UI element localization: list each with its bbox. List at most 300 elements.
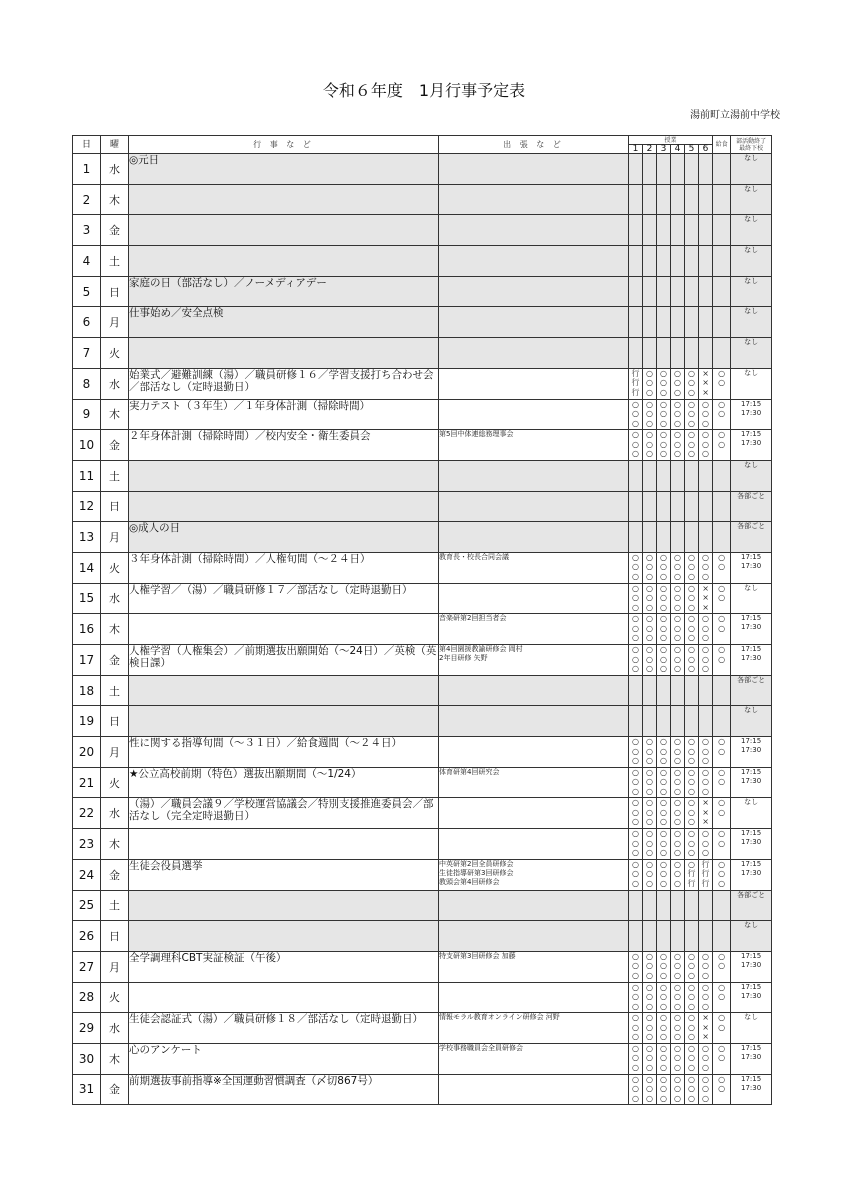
club-time: なし xyxy=(744,154,759,162)
mark-symbol: ○ xyxy=(702,1001,710,1011)
trip-line: 生徒指導研第3回研修会 xyxy=(439,868,514,877)
period-6-cell xyxy=(699,675,713,706)
day-number: 2 xyxy=(73,184,101,215)
period-1-cell xyxy=(629,276,643,307)
period-2-cell xyxy=(643,706,657,737)
period-3-cell xyxy=(657,338,671,369)
header-period: 3 xyxy=(657,145,671,154)
club-time: 17:30 xyxy=(740,1083,762,1092)
mark-symbol: ○ xyxy=(718,1022,726,1032)
club-end-cell xyxy=(731,552,772,583)
period-4-cell xyxy=(671,276,685,307)
day-of-week: 土 xyxy=(101,246,129,277)
mark-symbol: ○ xyxy=(718,737,726,747)
club-time: 17:30 xyxy=(740,1052,762,1061)
mark-symbol: ○ xyxy=(674,368,681,378)
mark-symbol: ○ xyxy=(660,654,667,664)
header-dow: 曜 xyxy=(101,136,129,154)
mark-symbol: ○ xyxy=(688,961,695,971)
mark-symbol: ○ xyxy=(632,1013,639,1023)
club-time: 17:15 xyxy=(740,430,762,439)
trip-cell xyxy=(439,154,629,185)
mark-symbol: ○ xyxy=(660,992,667,1002)
mark-symbol: ○ xyxy=(632,602,639,612)
period-5-cell xyxy=(685,798,699,829)
period-2-cell-marks xyxy=(643,829,656,858)
mark-symbol: ○ xyxy=(702,951,710,961)
mark-symbol: ○ xyxy=(660,1053,667,1063)
mark-symbol: ○ xyxy=(674,602,681,612)
period-2-cell-marks xyxy=(643,1044,656,1073)
mark-symbol: ○ xyxy=(702,633,710,643)
period-2-cell xyxy=(643,215,657,246)
mark-symbol: ○ xyxy=(632,571,639,581)
mark-symbol: ○ xyxy=(702,786,710,796)
period-4-cell xyxy=(671,859,685,890)
mark-symbol: ○ xyxy=(702,430,710,440)
mark-symbol: ○ xyxy=(688,1022,695,1032)
mark-symbol: ○ xyxy=(660,378,667,388)
mark-symbol: ○ xyxy=(646,378,653,388)
club-time: 17:15 xyxy=(740,951,762,960)
event-cell: 実力テスト（３年生）／１年身体計測（掃除時間） xyxy=(129,399,439,430)
period-6-cell-marks xyxy=(699,737,712,766)
period-4-cell xyxy=(671,921,685,952)
period-4-cell xyxy=(671,767,685,798)
meal-cell-marks xyxy=(713,860,730,889)
period-5-cell-marks xyxy=(685,983,698,1012)
period-6-cell-marks xyxy=(699,1013,712,1042)
period-3-cell-marks xyxy=(657,645,670,674)
mark-symbol: ○ xyxy=(660,961,667,971)
period-4-cell xyxy=(671,675,685,706)
period-2-cell xyxy=(643,460,657,491)
mark-symbol: ○ xyxy=(702,746,710,756)
meal-cell xyxy=(713,552,731,583)
period-6-cell-marks xyxy=(699,952,712,981)
meal-cell-marks xyxy=(713,737,730,756)
mark-symbol: ○ xyxy=(674,756,681,766)
trip-line: 教頭会第4回研修会 xyxy=(439,877,500,886)
day-of-week: 火 xyxy=(101,982,129,1013)
period-6-cell-marks xyxy=(699,584,712,613)
mark-symbol: ○ xyxy=(688,1062,695,1072)
period-3-cell xyxy=(657,706,671,737)
mark-symbol: ○ xyxy=(660,409,667,418)
mark-symbol: ○ xyxy=(660,982,667,992)
mark-symbol: ○ xyxy=(632,869,639,879)
mark-symbol: ○ xyxy=(688,982,695,992)
day-number: 10 xyxy=(73,430,101,461)
mark-symbol: ○ xyxy=(688,602,695,612)
club-end-cell xyxy=(731,430,772,461)
period-6-cell-marks xyxy=(699,430,712,459)
mark-symbol: ○ xyxy=(688,970,695,980)
period-1-cell xyxy=(629,1043,643,1074)
mark-symbol: ○ xyxy=(718,399,726,409)
mark-symbol: ○ xyxy=(632,654,639,664)
mark-symbol: ○ xyxy=(702,848,710,858)
mark-symbol: ○ xyxy=(660,859,667,869)
mark-symbol: ○ xyxy=(702,552,710,562)
period-1-cell xyxy=(629,859,643,890)
day-of-week: 月 xyxy=(101,737,129,768)
trip-cell xyxy=(439,399,629,430)
event-cell xyxy=(129,215,439,246)
period-6-cell-marks xyxy=(699,645,712,674)
meal-cell-marks xyxy=(713,553,730,572)
period-1-cell-marks xyxy=(629,369,642,398)
mark-symbol: ○ xyxy=(660,1032,667,1042)
mark-symbol: ○ xyxy=(646,746,653,756)
schedule-row xyxy=(73,737,772,768)
period-1-cell xyxy=(629,706,643,737)
schedule-row xyxy=(73,460,772,491)
meal-cell-marks xyxy=(713,645,730,664)
period-2-cell-marks xyxy=(643,1013,656,1042)
day-number: 16 xyxy=(73,614,101,645)
period-3-cell xyxy=(657,184,671,215)
schedule-row xyxy=(73,583,772,614)
period-3-cell-marks xyxy=(657,400,670,429)
mark-symbol: ○ xyxy=(702,1074,710,1084)
trip-cell xyxy=(439,552,629,583)
day-of-week: 水 xyxy=(101,583,129,614)
mark-symbol: ○ xyxy=(718,654,726,664)
period-1-cell xyxy=(629,215,643,246)
club-end-cell xyxy=(731,246,772,277)
mark-symbol: ○ xyxy=(702,399,710,409)
schedule-row xyxy=(73,859,772,890)
period-2-cell xyxy=(643,399,657,430)
mark-symbol: ○ xyxy=(674,571,681,581)
day-of-week: 月 xyxy=(101,522,129,553)
club-end-cell xyxy=(731,767,772,798)
period-4-cell-marks xyxy=(671,983,684,1012)
mark-symbol: ○ xyxy=(674,664,681,673)
club-time: 各部ごと xyxy=(737,522,766,531)
mark-symbol: ○ xyxy=(688,387,695,397)
period-2-cell-marks xyxy=(643,768,656,797)
mark-symbol: ○ xyxy=(660,583,667,593)
mark-symbol: ○ xyxy=(702,1084,710,1094)
trip-cell xyxy=(439,460,629,491)
meal-cell xyxy=(713,614,731,645)
mark-symbol: ○ xyxy=(632,1043,639,1053)
meal-cell xyxy=(713,522,731,553)
period-6-cell xyxy=(699,215,713,246)
period-4-cell-marks xyxy=(671,1013,684,1042)
period-6-cell xyxy=(699,614,713,645)
period-5-cell xyxy=(685,154,699,185)
mark-symbol: ○ xyxy=(632,786,639,796)
period-1-cell xyxy=(629,737,643,768)
mark-symbol: ○ xyxy=(674,1053,681,1063)
mark-symbol: ○ xyxy=(688,1001,695,1011)
day-number: 23 xyxy=(73,829,101,860)
mark-symbol: ○ xyxy=(674,951,681,961)
period-2-cell xyxy=(643,1043,657,1074)
club-time: 17:30 xyxy=(740,408,762,417)
period-5-cell xyxy=(685,491,699,522)
period-1-cell-marks xyxy=(629,553,642,582)
mark-symbol: ○ xyxy=(702,614,710,624)
mark-symbol: ○ xyxy=(674,1043,681,1053)
period-1-cell xyxy=(629,890,643,921)
club-time: 17:30 xyxy=(740,561,762,570)
period-3-cell-marks xyxy=(657,430,670,459)
period-5-cell xyxy=(685,276,699,307)
day-number: 18 xyxy=(73,675,101,706)
period-1-cell xyxy=(629,368,643,399)
mark-symbol: ○ xyxy=(632,859,639,869)
mark-symbol: ○ xyxy=(702,961,710,971)
club-end-cell xyxy=(731,460,772,491)
mark-symbol: ○ xyxy=(632,798,639,808)
trip-line: 第4回園援教諭研修会 岡村 xyxy=(439,645,523,653)
mark-symbol: ○ xyxy=(688,777,695,787)
mark-symbol: ○ xyxy=(632,1084,639,1094)
period-6-cell-marks xyxy=(699,614,712,643)
period-5-cell xyxy=(685,921,699,952)
day-number: 1 xyxy=(73,154,101,185)
club-time: 17:30 xyxy=(740,623,762,632)
day-of-week: 木 xyxy=(101,184,129,215)
period-3-cell xyxy=(657,246,671,277)
period-6-cell xyxy=(699,951,713,982)
period-6-cell-marks xyxy=(699,400,712,429)
event-cell xyxy=(129,921,439,952)
mark-symbol: ○ xyxy=(702,982,710,992)
day-of-week: 木 xyxy=(101,399,129,430)
mark-symbol: ○ xyxy=(646,368,653,378)
period-4-cell xyxy=(671,982,685,1013)
mark-symbol: ○ xyxy=(660,1043,667,1053)
period-6-cell xyxy=(699,583,713,614)
period-6-cell xyxy=(699,246,713,277)
day-number: 12 xyxy=(73,491,101,522)
mark-symbol: × xyxy=(702,807,709,817)
period-4-cell-marks xyxy=(671,369,684,398)
club-time: 17:30 xyxy=(740,746,762,755)
mark-symbol: ○ xyxy=(702,623,710,633)
mark-symbol: ○ xyxy=(688,562,695,572)
mark-symbol: ○ xyxy=(674,654,681,664)
event-cell xyxy=(129,675,439,706)
period-2-cell xyxy=(643,645,657,676)
period-4-cell-marks xyxy=(671,952,684,981)
mark-symbol: ○ xyxy=(632,982,639,992)
trip-cell xyxy=(439,737,629,768)
period-6-cell-marks xyxy=(699,798,712,827)
mark-symbol: ○ xyxy=(660,399,667,409)
club-time: 各部ごと xyxy=(737,890,766,899)
mark-symbol: ○ xyxy=(718,951,726,961)
period-5-cell xyxy=(685,338,699,369)
mark-symbol: ○ xyxy=(632,418,639,428)
mark-symbol: ○ xyxy=(660,767,667,777)
mark-symbol: ○ xyxy=(718,767,726,777)
mark-symbol: ○ xyxy=(646,399,653,409)
period-2-cell-marks xyxy=(643,369,656,398)
schedule-row xyxy=(73,1074,772,1105)
period-2-cell xyxy=(643,583,657,614)
club-time: 17:15 xyxy=(740,982,762,991)
trip-line: 2年目研修 矢野 xyxy=(439,654,488,662)
meal-cell xyxy=(713,1013,731,1044)
period-2-cell xyxy=(643,184,657,215)
period-4-cell-marks xyxy=(671,553,684,582)
period-5-cell xyxy=(685,1013,699,1044)
mark-symbol: ○ xyxy=(674,399,681,409)
mark-symbol: ○ xyxy=(646,614,653,624)
mark-symbol: ○ xyxy=(674,777,681,787)
period-5-cell xyxy=(685,675,699,706)
mark-symbol: ○ xyxy=(674,1084,681,1094)
club-time: 17:30 xyxy=(740,868,762,877)
club-end-cell xyxy=(731,1043,772,1074)
mark-symbol: ○ xyxy=(674,562,681,572)
period-1-cell-marks xyxy=(629,645,642,674)
period-6-cell xyxy=(699,430,713,461)
event-cell xyxy=(129,982,439,1013)
mark-symbol: × xyxy=(702,378,709,388)
mark-symbol: ○ xyxy=(632,439,639,449)
mark-symbol: ○ xyxy=(660,571,667,581)
mark-symbol: ○ xyxy=(688,368,695,378)
mark-symbol: ○ xyxy=(702,767,710,777)
period-3-cell-marks xyxy=(657,1075,670,1104)
day-number: 31 xyxy=(73,1074,101,1105)
trip-cell xyxy=(439,307,629,338)
day-number: 19 xyxy=(73,706,101,737)
mark-symbol: ○ xyxy=(718,368,726,378)
schedule-row xyxy=(73,338,772,369)
meal-cell-marks xyxy=(713,1075,730,1094)
mark-symbol: ○ xyxy=(646,1053,653,1063)
mark-symbol: ○ xyxy=(660,817,667,827)
mark-symbol: ○ xyxy=(718,746,726,756)
period-4-cell-marks xyxy=(671,645,684,674)
schedule-row xyxy=(73,675,772,706)
mark-symbol: ○ xyxy=(660,869,667,879)
mark-symbol: ○ xyxy=(688,992,695,1002)
period-6-cell-marks xyxy=(699,983,712,1012)
event-cell: 人権学習（人権集会）／前期選抜出願開始（～24日）／英検（英検日課） xyxy=(129,645,439,676)
period-1-cell xyxy=(629,399,643,430)
mark-symbol: ○ xyxy=(660,1001,667,1011)
period-6-cell-marks xyxy=(699,553,712,582)
day-of-week: 木 xyxy=(101,829,129,860)
club-time: 17:15 xyxy=(740,829,762,838)
period-1-cell xyxy=(629,645,643,676)
mark-symbol: ○ xyxy=(632,614,639,624)
event-cell: 人権学習／（湯）／職員研修１７／部活なし（定時退勤日） xyxy=(129,583,439,614)
header-period: 1 xyxy=(629,145,643,154)
period-5-cell-marks xyxy=(685,1075,698,1104)
mark-symbol: ○ xyxy=(718,430,726,440)
meal-cell xyxy=(713,675,731,706)
mark-symbol: ○ xyxy=(702,1043,710,1053)
meal-cell-marks xyxy=(713,584,730,603)
meal-cell xyxy=(713,737,731,768)
day-number: 9 xyxy=(73,399,101,430)
period-5-cell xyxy=(685,645,699,676)
period-2-cell-marks xyxy=(643,860,656,889)
club-time: なし xyxy=(744,184,759,193)
mark-symbol: ○ xyxy=(702,838,710,848)
event-cell xyxy=(129,890,439,921)
trip-line: 教育長・校長合同会議 xyxy=(439,552,509,561)
day-of-week: 金 xyxy=(101,430,129,461)
mark-symbol: ○ xyxy=(646,562,653,572)
mark-symbol: ○ xyxy=(688,552,695,562)
header-period: 5 xyxy=(685,145,699,154)
mark-symbol: ○ xyxy=(674,409,681,418)
period-6-cell xyxy=(699,859,713,890)
club-time: なし xyxy=(744,460,759,469)
mark-symbol: ○ xyxy=(646,430,653,440)
mark-symbol: ○ xyxy=(646,654,653,664)
mark-symbol: ○ xyxy=(646,829,653,839)
period-5-cell xyxy=(685,583,699,614)
mark-symbol: ○ xyxy=(688,623,695,633)
mark-symbol: ○ xyxy=(718,623,726,633)
period-5-cell xyxy=(685,982,699,1013)
event-cell: 全学調理科CBT実証検証（午後） xyxy=(129,951,439,982)
mark-symbol: ○ xyxy=(674,1022,681,1032)
period-2-cell xyxy=(643,491,657,522)
mark-symbol: ○ xyxy=(688,798,695,808)
period-1-cell xyxy=(629,522,643,553)
trip-cell xyxy=(439,276,629,307)
period-1-cell-marks xyxy=(629,430,642,459)
period-5-cell xyxy=(685,368,699,399)
day-of-week: 土 xyxy=(101,890,129,921)
mark-symbol: ○ xyxy=(674,1093,681,1103)
day-number: 17 xyxy=(73,645,101,676)
mark-symbol: ○ xyxy=(688,1013,695,1023)
period-3-cell-marks xyxy=(657,584,670,613)
header-day: 日 xyxy=(73,136,101,154)
trip-line: 特支研第3回研修会 加藤 xyxy=(439,951,516,960)
period-2-cell xyxy=(643,276,657,307)
mark-symbol: ○ xyxy=(646,777,653,787)
period-1-cell xyxy=(629,338,643,369)
club-time: なし xyxy=(744,246,759,255)
mark-symbol: ○ xyxy=(646,961,653,971)
period-6-cell-marks xyxy=(699,829,712,858)
period-3-cell xyxy=(657,399,671,430)
club-end-cell xyxy=(731,706,772,737)
mark-symbol: ○ xyxy=(632,399,639,409)
period-4-cell xyxy=(671,338,685,369)
period-4-cell-marks xyxy=(671,584,684,613)
trip-cell xyxy=(439,430,629,461)
mark-symbol: ○ xyxy=(702,439,710,449)
mark-symbol: ○ xyxy=(702,737,710,747)
period-2-cell-marks xyxy=(643,798,656,827)
period-5-cell-marks xyxy=(685,430,698,459)
meal-cell-marks xyxy=(713,1013,730,1032)
period-6-cell xyxy=(699,982,713,1013)
mark-symbol: ○ xyxy=(632,409,639,418)
schedule-row xyxy=(73,645,772,676)
period-1-cell xyxy=(629,583,643,614)
mark-symbol: ○ xyxy=(646,848,653,858)
meal-cell xyxy=(713,246,731,277)
mark-symbol: ○ xyxy=(688,430,695,440)
